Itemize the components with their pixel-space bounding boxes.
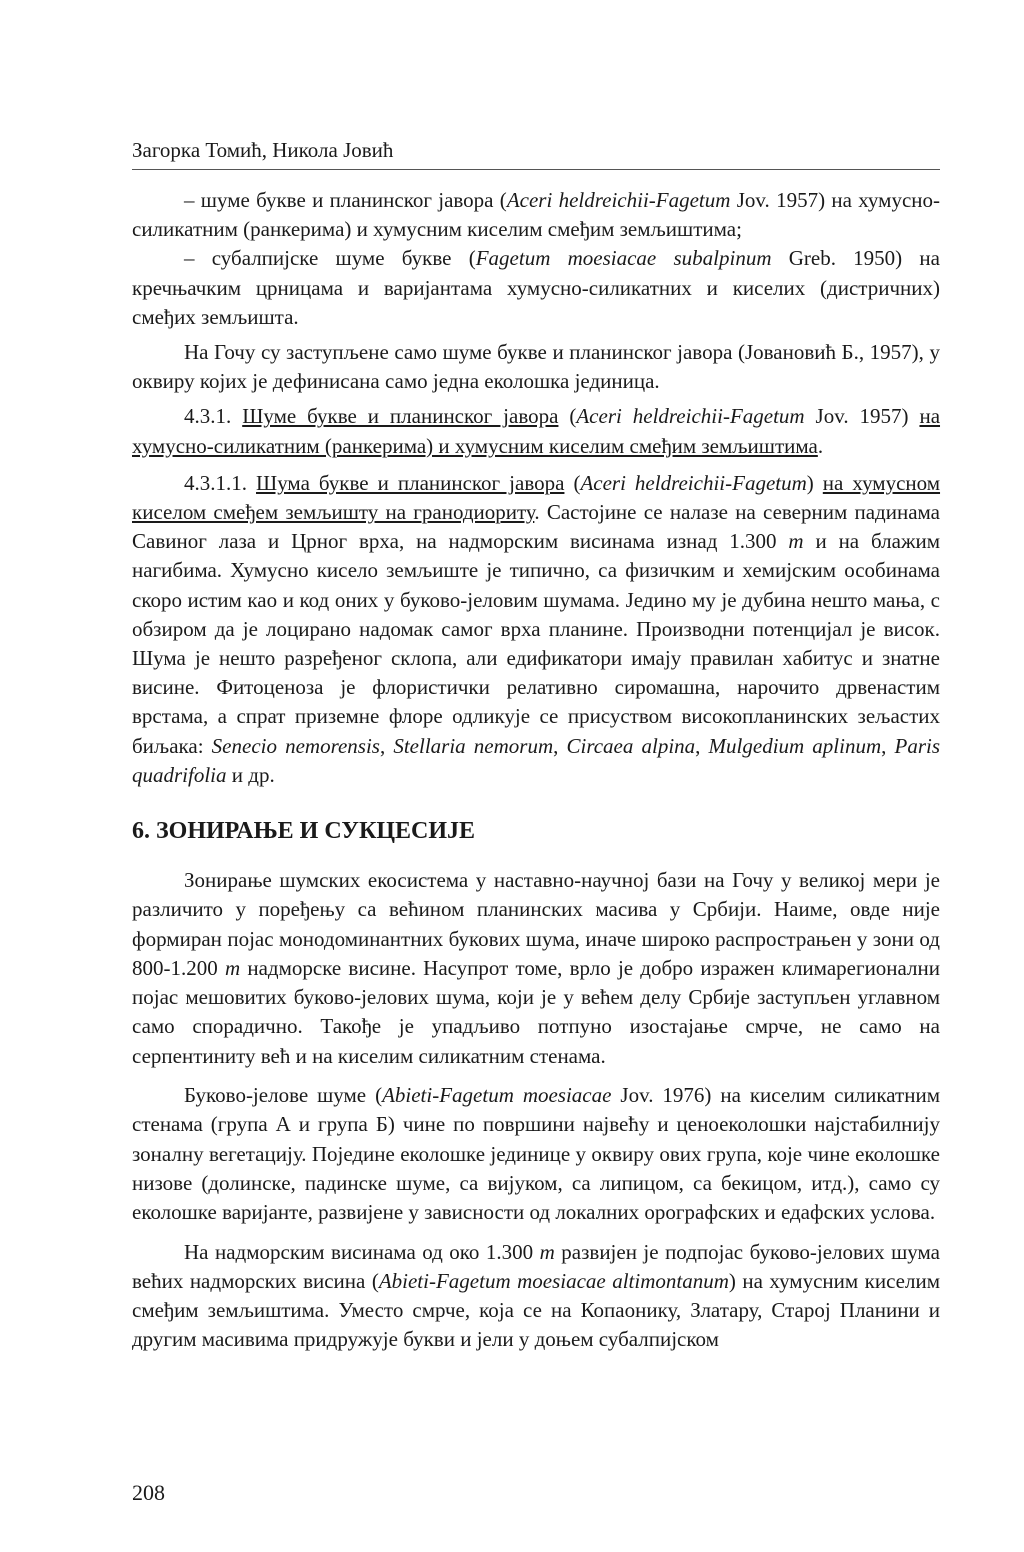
text-run: . — [817, 433, 824, 458]
text-run: – шуме букве и планинског јавора ( — [184, 188, 507, 212]
paragraph-goc: На Гочу су заступљене само шуме букве и планинског јавора (Јовановић Б., 1957), у оквиру којих је дефинисана само једна еколошка јединица. — [132, 340, 940, 394]
paragraph-list-item-1 — [132, 186, 940, 244]
running-header: Загорка Томић, Никола Јовић — [132, 138, 940, 170]
latin-name: Aceri heldreichii-Fagetum — [576, 404, 805, 429]
species-name: Stellaria nemorum — [393, 733, 554, 758]
text-run: Зонирање шумских екосистема у наставно-научној бази на Гочу у великој мери је различито у поређењу са већином планинских масива у Србији. Наиме, овде није формиран појас монодоминантних букових шума, иначе широко распрострањен у зони од 800-1.200 — [132, 868, 940, 980]
latin-name: Fagetum moesiacae subalpinum — [475, 246, 772, 271]
section-text — [132, 866, 940, 1365]
text-run: Jov. 1976) на киселим силикатним стенама (група А и група Б) чине по површини највећу и ценоеколошки најстабилнију зоналну вегетацију. Поједине еколошке јединице у оквиру ових група, које чине еколошке низове (долинске, падинске шуме, са вијуком, са липицом, са бекицом, итд.), само су еколошке варијанте, развијене у зависности од локалних орографских и едафских услова. — [132, 1083, 940, 1225]
text-run: На надморским висинама од око 1.300 — [184, 1239, 540, 1264]
heading-number: 4.3.1.1. — [184, 470, 257, 495]
heading-4-3-1 — [132, 402, 940, 460]
text-run: надморске висине. Насупрот томе, врло је добро изражен климарегионални појас мешовитих буково-јелових шума, који је у већем делу Србије заступљен углавном само спорадично. Такође је упадљиво потпуно изостајање смрче, не само на серпентиниту већ и на киселим силикатним стенама. — [132, 955, 941, 1068]
species-name: Paris quadrifolia — [132, 733, 941, 787]
unit: m — [224, 955, 241, 980]
text-run: Greb. 1950) на кречњачким црницама и варијантама хумусно-силикатних и киселих (дистричних) смеђих земљишта. — [132, 246, 940, 329]
latin-name: Aceri heldreichii-Fagetum — [580, 470, 807, 495]
heading-number: 4.3.1. — [184, 404, 243, 429]
paragraph-4-3-1-1 — [132, 469, 940, 790]
main-text — [132, 186, 940, 790]
text-run: ) — [806, 470, 823, 495]
heading-underlined: на хумусно-силикатним (ранкерима) и хумусним киселим смеђим земљиштима — [132, 404, 941, 458]
unit: m — [539, 1239, 555, 1264]
text-run: ) на хумусним киселим смеђим земљиштима. Уместо смрче, која се на Копаонику, Златару, Старој Планини и другим масивима придружује букви и јели у доњем субалпијском — [132, 1268, 940, 1352]
species-name: Mulgedium aplinum — [708, 733, 882, 758]
text-run: – субалпијске шуме букве ( — [184, 246, 476, 271]
separator: , — [379, 733, 394, 758]
species-name: Circaea alpina — [566, 733, 696, 758]
latin-name: Abieti-Fagetum moesiacae altimontanum — [378, 1268, 729, 1293]
text-run: ( — [558, 404, 577, 429]
separator: , — [881, 733, 895, 758]
text-run: развијен је подпојас буково-јелових шума већих надморских висина ( — [132, 1239, 940, 1293]
heading-underlined: Шуме букве и планинског јавора — [242, 404, 559, 429]
paragraph-list-item-2 — [132, 244, 940, 332]
text-run: Jov. 1957) — [804, 404, 920, 429]
heading-underlined: на хумусном киселом смеђем земљишту на гранодиориту — [132, 470, 941, 525]
page-number: 208 — [132, 1480, 165, 1505]
section-title: 6. ЗОНИРАЊЕ И СУКЦЕСИЈЕ — [132, 818, 476, 844]
text-run: . Састојине се налазе на северним падинама Савиног лаза и Црног врха, на надморским висинама изнад 1.300 — [132, 500, 940, 554]
text-run: Jov. 1957) на хумусно-силикатним (ранкерима) и хумусним киселим смеђим земљиштима; — [132, 188, 940, 242]
section-paragraph-3 — [132, 1238, 940, 1355]
text-run: и др. — [226, 762, 275, 787]
text-run: ( — [564, 470, 581, 495]
text-run: и на блажим нагибима. Хумусно кисело земљиште је типично, са физичким и хемијским особинама скоро истим као и код оних у буково-јеловим шумама. Једино му је дубина нешто мања, с обзиром да је лоцирано надомак самог врха планине. Производни потенцијал је висок. Шума је нешто разређеног склопа, али едификатори имају правилан хабитус и знатне висине. Фитоценоза је флористички релативно сиромашна, нарочито дрвенастим врстама, а спрат приземне флоре одликује се присуством високопланинских зељастих биљака: — [132, 529, 941, 758]
latin-name: Aceri heldreichii-Fagetum — [506, 188, 731, 212]
section-paragraph-2 — [132, 1081, 940, 1227]
species-name: Senecio nemorensis — [211, 733, 380, 758]
separator: , — [553, 733, 567, 758]
unit: m — [788, 529, 804, 554]
section-paragraph-1 — [132, 866, 940, 1071]
latin-name: Abieti-Fagetum moesiacae — [382, 1083, 612, 1108]
text-run: Буково-јелове шуме ( — [184, 1083, 383, 1108]
heading-underlined: Шума букве и планинског јавора — [256, 470, 565, 495]
separator: , — [695, 733, 709, 758]
